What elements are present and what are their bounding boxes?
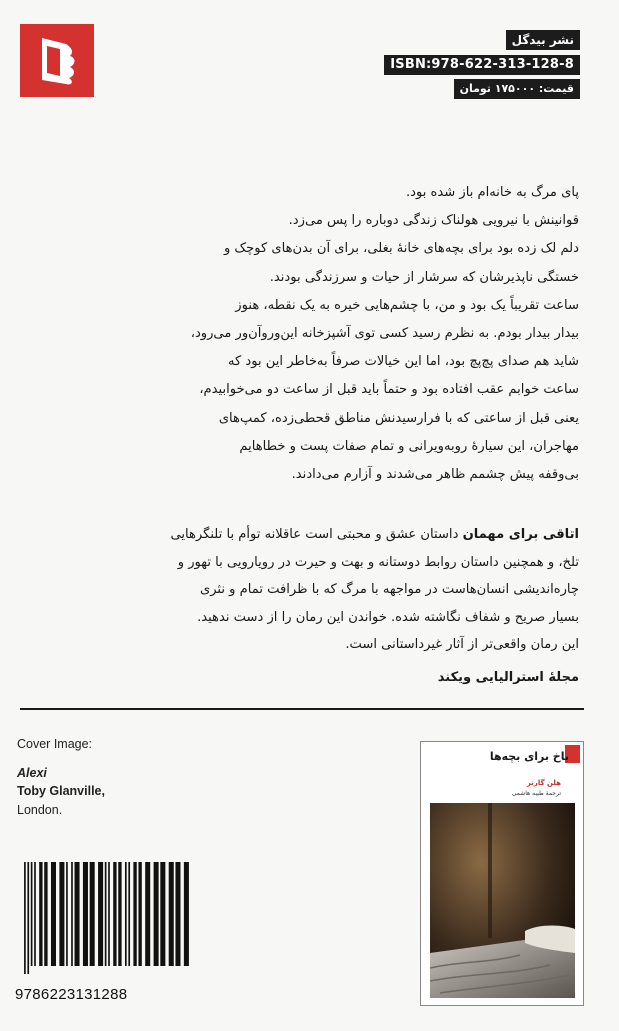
barcode-bar xyxy=(118,862,121,966)
barcode-bar xyxy=(71,862,73,966)
book-title-inline: اتاقی برای مهمان xyxy=(462,527,579,542)
excerpt-line: یعنی قبل از ساعتی که با فرارسیدنش مناطق قحطی‌زده، کمپ‌های xyxy=(218,410,579,426)
barcode-bar xyxy=(160,862,165,966)
barcode-bar xyxy=(66,862,68,966)
barcode-number: 9786223131288 xyxy=(15,986,128,1003)
excerpt-line: بیدار بیدار بودم. به نظرم رسید کسی توی آشپزخانه این‌ورو‌آن‌ور می‌رود، xyxy=(190,326,579,342)
excerpt-line: پای مرگ به خانه‌ام باز شده بود. xyxy=(405,185,579,200)
barcode-bar xyxy=(39,862,42,966)
divider xyxy=(20,708,584,710)
thumbnail-translator: ترجمهٔ طیبه هاشمی xyxy=(511,790,561,797)
barcode-bar xyxy=(128,862,130,966)
excerpt-line: خستگی ناپذیرشان که سرشار از حیات و سرزندگی بودند. xyxy=(269,269,579,285)
bed-photo-icon xyxy=(430,803,575,998)
barcode-bar xyxy=(184,862,189,966)
barcode-bar xyxy=(108,862,110,966)
artist-location: London. xyxy=(17,802,63,817)
front-cover-thumbnail xyxy=(420,741,584,1006)
excerpt-line: ساعت تقریباً یک بود و من، با چشم‌هایی خیره به یک نقطه، هنوز xyxy=(235,297,579,313)
thumbnail-title: باخ برای بچه‌ها xyxy=(489,750,569,763)
excerpt-line: قوانینش با نیرویی هولناک زندگی دوباره را پس می‌زد. xyxy=(288,213,579,229)
barcode-bar xyxy=(113,862,116,966)
cover-credits xyxy=(17,735,105,819)
publisher-name-label: نشر بیدگل xyxy=(506,30,580,50)
barcode-bar xyxy=(105,862,107,966)
price-label: قیمت: ۱۷۵۰۰۰ تومان xyxy=(454,79,580,99)
excerpt-line: مهاجران، این سیارهٔ روبه‌ویرانی و تمام صفات پست و خطاهایم xyxy=(239,438,579,454)
barcode-bar xyxy=(59,862,64,966)
barcode-bar xyxy=(90,862,95,966)
barcode-bar xyxy=(51,862,56,966)
barcode-bar xyxy=(83,862,88,966)
barcode-bar xyxy=(34,862,36,966)
review-line: بسیار صریح و شفاف نگاشته شده. خواندن این رمان را از دست ندهید. xyxy=(197,609,579,625)
excerpt-line: شاید هم صدای پچ‌پچ بود، اما این خیالات صرفاً به‌خاطر این بود که xyxy=(227,354,579,370)
review-line-rest: داستان عشق و محبتی است عاقلانه توأم با تلنگرهایی xyxy=(170,527,463,542)
barcode-bar xyxy=(98,862,103,966)
excerpt-line: ساعت خوابم عقب افتاده بود و حتماً باید قبل از ساعت دو می‌خوابیدم، xyxy=(199,382,579,398)
publisher-logo xyxy=(20,24,94,97)
barcode-bar xyxy=(133,862,136,966)
review-source: مجلهٔ استرالیایی ویکند xyxy=(437,670,579,685)
excerpt-line: دلم لک زده بود برای بچه‌های خانهٔ بغلی، برای آن بدن‌های کوچک و xyxy=(223,241,579,257)
barcode-bar xyxy=(138,862,141,966)
artist-name: Toby Glanville, xyxy=(17,784,105,798)
barcode-bar xyxy=(169,862,174,966)
barcode-bar xyxy=(31,862,33,966)
review-line: چاره‌اندیشی انسان‌هاست در مواجهه با مرگ که با ظرافت تمام و نثری xyxy=(199,582,579,598)
review-line: این رمان واقعی‌تر از آثار غیرداستانی است. xyxy=(345,637,579,653)
review-line: تلخ، و همچنین داستان روابط دوستانه و بهت و حیرت در رویارویی با تهور و xyxy=(177,554,579,570)
barcode-bar xyxy=(27,862,29,974)
thumbnail-author: هلن گارنر xyxy=(526,779,561,787)
barcode-icon xyxy=(19,862,199,974)
review-line xyxy=(18,521,579,549)
barcode-bar xyxy=(75,862,80,966)
barcode-bar xyxy=(44,862,47,966)
barcode-bar xyxy=(154,862,159,966)
excerpt-line: بی‌وقفه پیش چشمم ظاهر می‌شدند و آزارم می‌دادند. xyxy=(291,467,579,483)
barcode-bar xyxy=(24,862,26,974)
barcode-bar xyxy=(175,862,180,966)
excerpt-paragraph xyxy=(20,179,579,489)
barcode-bar xyxy=(145,862,150,966)
barcode-bar xyxy=(125,862,127,966)
artwork-title: Alexi xyxy=(17,765,47,780)
cover-image-label: Cover Image: xyxy=(17,737,93,751)
review-paragraph xyxy=(18,521,579,659)
book-logo-icon xyxy=(20,24,94,97)
isbn-label: ISBN:978-622-313-128-8 xyxy=(384,55,580,75)
